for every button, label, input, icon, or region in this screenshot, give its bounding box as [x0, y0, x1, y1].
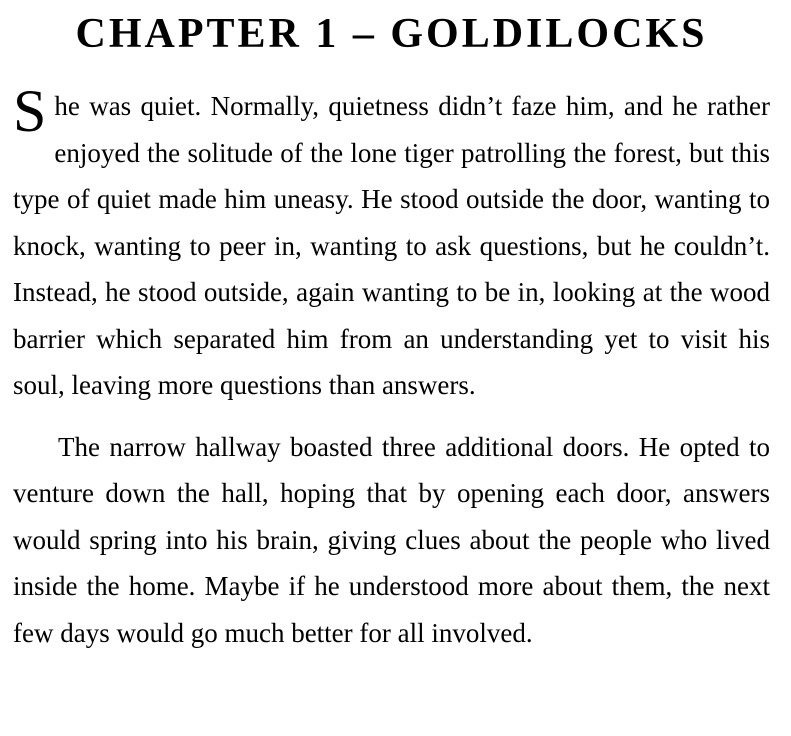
paragraph-1 [13, 78, 770, 409]
chapter-title: CHAPTER 1 – GOLDILOCKS [75, 11, 708, 57]
paragraph-2: The narrow hallway boasted three additional doors. He opted to venture down the hall, hoping that by opening each door, answers would spring into his brain, giving clues about the people who lived inside the home. Maybe if he understood more about them, the next few days would go much better for all involved. [13, 431, 770, 648]
paragraph-1-text: he was quiet. Normally, quietness didn’t faze him, and he rather enjoyed the solitude of the lone tiger patrolling the forest, but this type of quiet made him uneasy. He stood outside the door, wanting to knock, wanting to peer in, wanting to ask questions, but he couldn’t. Instead, he stood outside, again wanting to be in, looking at the wood barrier which separated him from an understanding yet to visit his soul, leaving more questions than answers. [13, 91, 770, 400]
drop-cap-letter: S [13, 78, 47, 144]
book-page [13, 0, 770, 656]
